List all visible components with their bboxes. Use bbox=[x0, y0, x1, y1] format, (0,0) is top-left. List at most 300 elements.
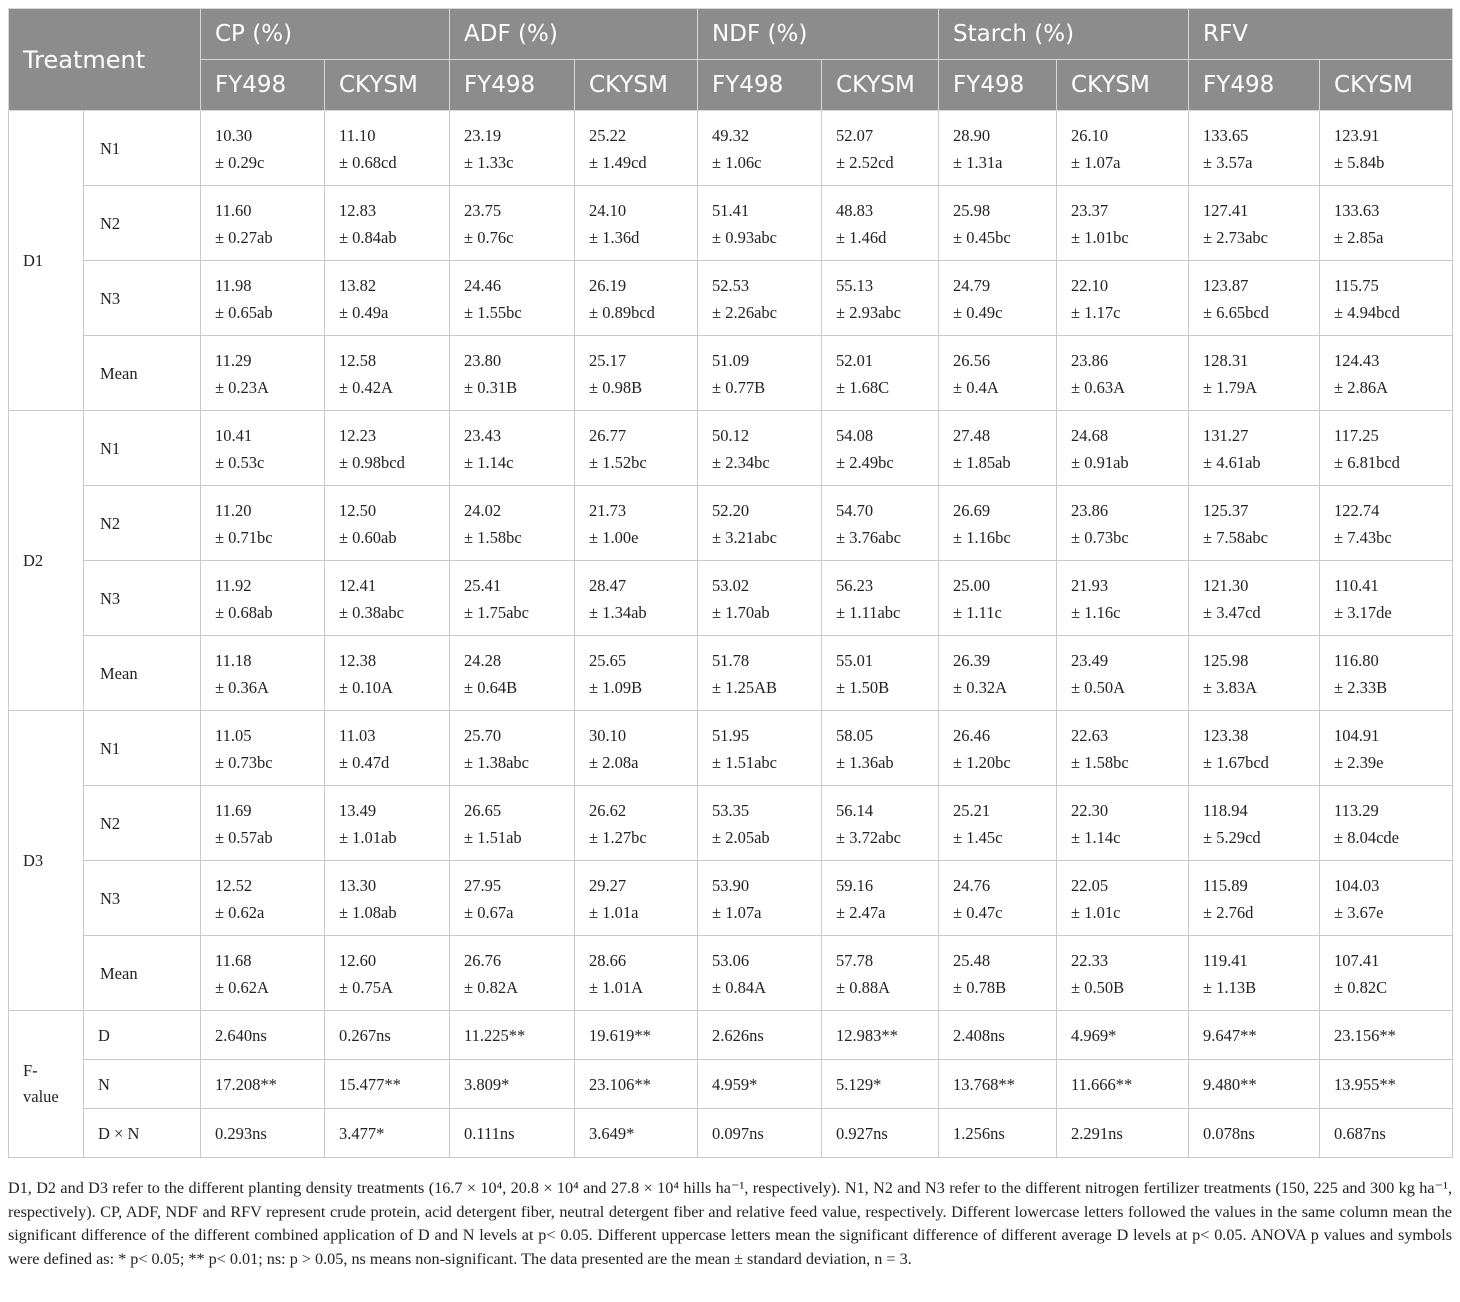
mean-value: 24.28 bbox=[464, 651, 502, 670]
value-cell bbox=[450, 861, 575, 936]
value-cell bbox=[939, 111, 1057, 186]
mean-value: 26.19 bbox=[589, 276, 627, 295]
f-value-row bbox=[9, 1109, 1453, 1158]
mean-value: 49.32 bbox=[712, 126, 750, 145]
sd-value: ± 0.4A bbox=[953, 378, 999, 397]
value-cell bbox=[939, 786, 1057, 861]
sd-value: ± 1.49cd bbox=[589, 153, 647, 172]
sd-value: ± 0.53c bbox=[215, 453, 265, 472]
mean-value: 23.43 bbox=[464, 426, 502, 445]
sd-value: ± 2.39e bbox=[1334, 753, 1384, 772]
sd-value: ± 0.42A bbox=[339, 378, 393, 397]
mean-value: 57.78 bbox=[836, 951, 874, 970]
mean-value: 56.14 bbox=[836, 801, 874, 820]
value-cell bbox=[325, 861, 450, 936]
value-cell bbox=[822, 786, 939, 861]
f-value-cell: 11.666** bbox=[1057, 1060, 1189, 1109]
mean-value: 30.10 bbox=[589, 726, 627, 745]
mean-value: 13.30 bbox=[339, 876, 377, 895]
sd-value: ± 1.11c bbox=[953, 603, 1002, 622]
sd-value: ± 3.67e bbox=[1334, 903, 1384, 922]
mean-value: 26.39 bbox=[953, 651, 991, 670]
mean-value: 53.35 bbox=[712, 801, 750, 820]
variety-header: FY498 bbox=[450, 60, 575, 111]
value-cell bbox=[1057, 861, 1189, 936]
sd-value: ± 0.84A bbox=[712, 978, 767, 997]
mean-value: 131.27 bbox=[1203, 426, 1249, 445]
mean-value: 22.30 bbox=[1071, 801, 1109, 820]
value-cell bbox=[325, 336, 450, 411]
value-cell bbox=[1189, 411, 1320, 486]
sd-value: ± 1.36d bbox=[589, 228, 640, 247]
value-cell bbox=[939, 486, 1057, 561]
sd-value: ± 0.82A bbox=[464, 978, 518, 997]
sd-value: ± 0.76c bbox=[464, 228, 514, 247]
mean-value: 23.49 bbox=[1071, 651, 1109, 670]
sd-value: ± 0.45bc bbox=[953, 228, 1011, 247]
sd-value: ± 1.85ab bbox=[953, 453, 1011, 472]
mean-value: 26.69 bbox=[953, 501, 991, 520]
density-label: D3 bbox=[9, 711, 84, 1011]
mean-value: 55.01 bbox=[836, 651, 874, 670]
sd-value: ± 1.13B bbox=[1203, 978, 1257, 997]
value-cell bbox=[575, 486, 698, 561]
f-value-cell: 0.078ns bbox=[1189, 1109, 1320, 1158]
sd-value: ± 1.51abc bbox=[712, 753, 777, 772]
sd-value: ± 1.17c bbox=[1071, 303, 1121, 322]
value-cell bbox=[450, 561, 575, 636]
value-cell bbox=[450, 711, 575, 786]
mean-value: 51.09 bbox=[712, 351, 750, 370]
value-cell bbox=[201, 486, 325, 561]
mean-value: 25.48 bbox=[953, 951, 991, 970]
value-cell bbox=[325, 486, 450, 561]
value-cell bbox=[1057, 486, 1189, 561]
value-cell bbox=[698, 411, 822, 486]
mean-value: 50.12 bbox=[712, 426, 750, 445]
nitrogen-label: Mean bbox=[84, 936, 201, 1011]
value-cell bbox=[201, 336, 325, 411]
value-cell bbox=[1320, 561, 1453, 636]
mean-value: 58.05 bbox=[836, 726, 874, 745]
value-cell bbox=[575, 636, 698, 711]
table-row bbox=[9, 861, 1453, 936]
mean-value: 26.10 bbox=[1071, 126, 1109, 145]
sd-value: ± 1.58bc bbox=[464, 528, 522, 547]
value-cell bbox=[1320, 486, 1453, 561]
sd-value: ± 2.49bc bbox=[836, 453, 894, 472]
mean-value: 26.46 bbox=[953, 726, 991, 745]
sd-value: ± 3.57a bbox=[1203, 153, 1253, 172]
value-cell bbox=[450, 636, 575, 711]
value-cell bbox=[201, 786, 325, 861]
sd-value: ± 0.23A bbox=[215, 378, 269, 397]
sd-value: ± 0.10A bbox=[339, 678, 393, 697]
f-value-cell: 23.156** bbox=[1320, 1011, 1453, 1060]
value-cell bbox=[1189, 711, 1320, 786]
mean-value: 26.56 bbox=[953, 351, 991, 370]
f-value-cell: 0.111ns bbox=[450, 1109, 575, 1158]
f-value-row bbox=[9, 1011, 1453, 1060]
value-cell bbox=[450, 411, 575, 486]
value-cell bbox=[201, 861, 325, 936]
value-cell bbox=[325, 711, 450, 786]
nitrogen-label: N1 bbox=[84, 711, 201, 786]
value-cell bbox=[698, 336, 822, 411]
sd-value: ± 1.67bcd bbox=[1203, 753, 1269, 772]
value-cell bbox=[939, 636, 1057, 711]
mean-value: 128.31 bbox=[1203, 351, 1249, 370]
mean-value: 107.41 bbox=[1334, 951, 1380, 970]
sd-value: ± 1.08ab bbox=[339, 903, 397, 922]
sd-value: ± 0.93abc bbox=[712, 228, 777, 247]
f-value-cell: 19.619** bbox=[575, 1011, 698, 1060]
f-value-cell: 3.477* bbox=[325, 1109, 450, 1158]
table-body bbox=[9, 111, 1453, 1011]
mean-value: 54.08 bbox=[836, 426, 874, 445]
mean-value: 52.20 bbox=[712, 501, 750, 520]
sd-value: ± 2.05ab bbox=[712, 828, 770, 847]
mean-value: 22.33 bbox=[1071, 951, 1109, 970]
f-value-label bbox=[9, 1011, 84, 1158]
mean-value: 26.76 bbox=[464, 951, 502, 970]
mean-value: 13.49 bbox=[339, 801, 377, 820]
value-cell bbox=[1189, 111, 1320, 186]
value-cell bbox=[450, 486, 575, 561]
mean-value: 12.38 bbox=[339, 651, 377, 670]
sd-value: ± 2.08a bbox=[589, 753, 639, 772]
mean-value: 117.25 bbox=[1334, 426, 1379, 445]
sd-value: ± 1.31a bbox=[953, 153, 1003, 172]
sd-value: ± 0.62A bbox=[215, 978, 269, 997]
f-value-cell: 0.267ns bbox=[325, 1011, 450, 1060]
nitrogen-label: N1 bbox=[84, 111, 201, 186]
mean-value: 51.78 bbox=[712, 651, 750, 670]
value-cell bbox=[939, 711, 1057, 786]
value-cell bbox=[1189, 486, 1320, 561]
mean-value: 28.66 bbox=[589, 951, 627, 970]
sd-value: ± 3.72abc bbox=[836, 828, 901, 847]
sd-value: ± 1.16c bbox=[1071, 603, 1121, 622]
f-value-cell: 15.477** bbox=[325, 1060, 450, 1109]
sd-value: ± 1.14c bbox=[464, 453, 514, 472]
variety-header: CKYSM bbox=[575, 60, 698, 111]
nitrogen-label: N2 bbox=[84, 186, 201, 261]
mean-value: 133.65 bbox=[1203, 126, 1249, 145]
sd-value: ± 0.32A bbox=[953, 678, 1008, 697]
f-value-cell: 1.256ns bbox=[939, 1109, 1057, 1158]
sd-value: ± 1.09B bbox=[589, 678, 643, 697]
value-cell bbox=[450, 261, 575, 336]
mean-value: 24.68 bbox=[1071, 426, 1109, 445]
sd-value: ± 1.46d bbox=[836, 228, 887, 247]
sd-value: ± 3.21abc bbox=[712, 528, 777, 547]
f-value-cell: 4.969* bbox=[1057, 1011, 1189, 1060]
value-cell bbox=[939, 936, 1057, 1011]
value-cell bbox=[201, 561, 325, 636]
value-cell bbox=[201, 936, 325, 1011]
mean-value: 10.41 bbox=[215, 426, 253, 445]
mean-value: 11.05 bbox=[215, 726, 252, 745]
value-cell bbox=[1189, 186, 1320, 261]
f-value-cell: 2.626ns bbox=[698, 1011, 822, 1060]
nitrogen-label: N2 bbox=[84, 486, 201, 561]
f-value-cell: 13.955** bbox=[1320, 1060, 1453, 1109]
value-cell bbox=[822, 411, 939, 486]
sd-value: ± 1.06c bbox=[712, 153, 762, 172]
f-value-cell: 9.647** bbox=[1189, 1011, 1320, 1060]
sd-value: ± 0.98bcd bbox=[339, 453, 405, 472]
mean-value: 24.10 bbox=[589, 201, 627, 220]
sd-value: ± 5.29cd bbox=[1203, 828, 1261, 847]
nitrogen-label: Mean bbox=[84, 636, 201, 711]
value-cell bbox=[201, 711, 325, 786]
sd-value: ± 7.58abc bbox=[1203, 528, 1268, 547]
sd-value: ± 1.14c bbox=[1071, 828, 1121, 847]
table-row bbox=[9, 186, 1453, 261]
mean-value: 52.53 bbox=[712, 276, 750, 295]
mean-value: 124.43 bbox=[1334, 351, 1380, 370]
mean-value: 24.46 bbox=[464, 276, 502, 295]
mean-value: 23.75 bbox=[464, 201, 502, 220]
mean-value: 23.19 bbox=[464, 126, 502, 145]
sd-value: ± 1.58bc bbox=[1071, 753, 1129, 772]
value-cell bbox=[201, 411, 325, 486]
sd-value: ± 1.52bc bbox=[589, 453, 647, 472]
sd-value: ± 1.36ab bbox=[836, 753, 894, 772]
value-cell bbox=[698, 111, 822, 186]
nitrogen-label: N3 bbox=[84, 861, 201, 936]
group-header-cp: CP (%) bbox=[201, 9, 450, 60]
sd-value: ± 0.57ab bbox=[215, 828, 273, 847]
sd-value: ± 0.49a bbox=[339, 303, 389, 322]
sd-value: ± 1.11abc bbox=[836, 603, 901, 622]
value-cell bbox=[1320, 786, 1453, 861]
mean-value: 10.30 bbox=[215, 126, 253, 145]
f-value-section bbox=[9, 1011, 1453, 1158]
value-cell bbox=[325, 111, 450, 186]
mean-value: 52.01 bbox=[836, 351, 874, 370]
value-cell bbox=[1189, 636, 1320, 711]
mean-value: 118.94 bbox=[1203, 801, 1248, 820]
sd-value: ± 1.01A bbox=[589, 978, 643, 997]
mean-value: 27.95 bbox=[464, 876, 502, 895]
sd-value: ± 1.20bc bbox=[953, 753, 1011, 772]
sd-value: ± 6.65bcd bbox=[1203, 303, 1269, 322]
value-cell bbox=[1057, 711, 1189, 786]
variety-header: CKYSM bbox=[1057, 60, 1189, 111]
mean-value: 104.91 bbox=[1334, 726, 1380, 745]
value-cell bbox=[939, 336, 1057, 411]
value-cell bbox=[822, 261, 939, 336]
value-cell bbox=[1189, 261, 1320, 336]
value-cell bbox=[822, 336, 939, 411]
mean-value: 104.03 bbox=[1334, 876, 1380, 895]
sd-value: ± 7.43bc bbox=[1334, 528, 1392, 547]
mean-value: 115.89 bbox=[1203, 876, 1248, 895]
value-cell bbox=[1320, 636, 1453, 711]
value-cell bbox=[575, 861, 698, 936]
value-cell bbox=[698, 861, 822, 936]
mean-value: 11.29 bbox=[215, 351, 252, 370]
variety-header: FY498 bbox=[698, 60, 822, 111]
mean-value: 25.00 bbox=[953, 576, 991, 595]
value-cell bbox=[822, 861, 939, 936]
f-value-cell: 2.640ns bbox=[201, 1011, 325, 1060]
mean-value: 11.10 bbox=[339, 126, 376, 145]
sd-value: ± 0.50B bbox=[1071, 978, 1125, 997]
f-value-cell: 11.225** bbox=[450, 1011, 575, 1060]
mean-value: 22.05 bbox=[1071, 876, 1109, 895]
sd-value: ± 1.75abc bbox=[464, 603, 529, 622]
mean-value: 11.98 bbox=[215, 276, 252, 295]
sd-value: ± 2.93abc bbox=[836, 303, 901, 322]
value-cell bbox=[201, 636, 325, 711]
value-cell bbox=[698, 936, 822, 1011]
mean-value: 21.93 bbox=[1071, 576, 1109, 595]
mean-value: 51.41 bbox=[712, 201, 750, 220]
sd-value: ± 2.47a bbox=[836, 903, 886, 922]
value-cell bbox=[822, 561, 939, 636]
mean-value: 11.60 bbox=[215, 201, 252, 220]
mean-value: 53.02 bbox=[712, 576, 750, 595]
sd-value: ± 0.65ab bbox=[215, 303, 273, 322]
mean-value: 127.41 bbox=[1203, 201, 1249, 220]
mean-value: 113.29 bbox=[1334, 801, 1379, 820]
mean-value: 119.41 bbox=[1203, 951, 1248, 970]
value-cell bbox=[939, 411, 1057, 486]
mean-value: 48.83 bbox=[836, 201, 874, 220]
value-cell bbox=[1320, 261, 1453, 336]
mean-value: 116.80 bbox=[1334, 651, 1379, 670]
mean-value: 25.98 bbox=[953, 201, 991, 220]
mean-value: 59.16 bbox=[836, 876, 874, 895]
sd-value: ± 1.34ab bbox=[589, 603, 647, 622]
mean-value: 12.60 bbox=[339, 951, 377, 970]
footnote-text: D1, D2 and D3 refer to the different planting density treatments (16.7 × 10⁴, 20.8 × 10⁴ and 27.8 × 10⁴ hills ha⁻¹, respectively). N1, N2 and N3 refer to the different nitrogen fertilizer treatments (150, 225 and 300 kg ha⁻¹, respectively). CP, ADF, NDF and RFV represent crude protein, acid detergent fiber, neutral detergent fiber and relative feed value, respectively. Different lowercase letters followed the values in the same column mean the significant difference of the different combined application of D and N levels at p< 0.05. Different uppercase letters mean the significant difference of different average D levels at p< 0.05. ANOVA p values and symbols were defined as: * p< 0.05; ** p< 0.01; ns: p > 0.05, ns means non-significant. The data presented are the mean ± standard deviation, n = 3. bbox=[8, 1179, 1452, 1268]
value-cell bbox=[1320, 336, 1453, 411]
f-value-cell: 9.480** bbox=[1189, 1060, 1320, 1109]
mean-value: 22.10 bbox=[1071, 276, 1109, 295]
table-row bbox=[9, 336, 1453, 411]
mean-value: 23.37 bbox=[1071, 201, 1109, 220]
sd-value: ± 0.36A bbox=[215, 678, 269, 697]
sd-value: ± 1.70ab bbox=[712, 603, 770, 622]
value-cell bbox=[575, 336, 698, 411]
value-cell bbox=[575, 711, 698, 786]
f-value-cell: 0.097ns bbox=[698, 1109, 822, 1158]
value-cell bbox=[1057, 786, 1189, 861]
f-value-cell: 5.129* bbox=[822, 1060, 939, 1109]
mean-value: 123.87 bbox=[1203, 276, 1249, 295]
variety-header: CKYSM bbox=[1320, 60, 1453, 111]
sd-value: ± 4.61ab bbox=[1203, 453, 1261, 472]
sd-value: ± 0.73bc bbox=[1071, 528, 1129, 547]
f-value-cell: 3.809* bbox=[450, 1060, 575, 1109]
sd-value: ± 0.64B bbox=[464, 678, 518, 697]
value-cell bbox=[1320, 411, 1453, 486]
value-cell bbox=[1189, 336, 1320, 411]
f-value-cell: 3.649* bbox=[575, 1109, 698, 1158]
value-cell bbox=[1189, 561, 1320, 636]
sd-value: ± 1.07a bbox=[1071, 153, 1121, 172]
f-value-cell: 0.293ns bbox=[201, 1109, 325, 1158]
f-value-cell: 0.927ns bbox=[822, 1109, 939, 1158]
f-value-cell: 0.687ns bbox=[1320, 1109, 1453, 1158]
f-value-cell: 2.408ns bbox=[939, 1011, 1057, 1060]
mean-value: 110.41 bbox=[1334, 576, 1379, 595]
value-cell bbox=[575, 411, 698, 486]
mean-value: 56.23 bbox=[836, 576, 874, 595]
value-cell bbox=[1057, 411, 1189, 486]
sd-value: ± 1.79A bbox=[1203, 378, 1258, 397]
nitrogen-label: N3 bbox=[84, 261, 201, 336]
sd-value: ± 1.00e bbox=[589, 528, 639, 547]
sd-value: ± 0.68ab bbox=[215, 603, 273, 622]
mean-value: 23.86 bbox=[1071, 351, 1109, 370]
f-value-cell: 23.106** bbox=[575, 1060, 698, 1109]
value-cell bbox=[1057, 561, 1189, 636]
mean-value: 12.52 bbox=[215, 876, 253, 895]
mean-value: 25.22 bbox=[589, 126, 627, 145]
mean-value: 25.70 bbox=[464, 726, 502, 745]
value-cell bbox=[822, 711, 939, 786]
nitrogen-label: N3 bbox=[84, 561, 201, 636]
value-cell bbox=[822, 936, 939, 1011]
sd-value: ± 1.01bc bbox=[1071, 228, 1129, 247]
sd-value: ± 3.76abc bbox=[836, 528, 901, 547]
nitrogen-label: N1 bbox=[84, 411, 201, 486]
value-cell bbox=[450, 336, 575, 411]
mean-value: 123.91 bbox=[1334, 126, 1380, 145]
mean-value: 125.37 bbox=[1203, 501, 1249, 520]
value-cell bbox=[325, 936, 450, 1011]
sd-value: ± 2.76d bbox=[1203, 903, 1254, 922]
value-cell bbox=[1320, 111, 1453, 186]
mean-value: 24.76 bbox=[953, 876, 991, 895]
sd-value: ± 2.33B bbox=[1334, 678, 1388, 697]
table-row bbox=[9, 711, 1453, 786]
sd-value: ± 1.01ab bbox=[339, 828, 397, 847]
sd-value: ± 3.17de bbox=[1334, 603, 1392, 622]
sd-value: ± 0.50A bbox=[1071, 678, 1126, 697]
mean-value: 24.79 bbox=[953, 276, 991, 295]
sd-value: ± 0.38abc bbox=[339, 603, 404, 622]
mean-value: 12.83 bbox=[339, 201, 377, 220]
sd-value: ± 1.01c bbox=[1071, 903, 1121, 922]
f-value-row bbox=[9, 1060, 1453, 1109]
value-cell bbox=[201, 186, 325, 261]
table-row bbox=[9, 486, 1453, 561]
value-cell bbox=[698, 636, 822, 711]
mean-value: 11.18 bbox=[215, 651, 252, 670]
sd-value: ± 2.73abc bbox=[1203, 228, 1268, 247]
mean-value: 26.77 bbox=[589, 426, 627, 445]
mean-value: 12.23 bbox=[339, 426, 377, 445]
value-cell bbox=[450, 111, 575, 186]
mean-value: 26.62 bbox=[589, 801, 627, 820]
f-value-cell: 4.959* bbox=[698, 1060, 822, 1109]
mean-value: 115.75 bbox=[1334, 276, 1379, 295]
table-row bbox=[9, 261, 1453, 336]
value-cell bbox=[822, 486, 939, 561]
sd-value: ± 0.98B bbox=[589, 378, 643, 397]
sd-value: ± 1.07a bbox=[712, 903, 762, 922]
sd-value: ± 3.83A bbox=[1203, 678, 1258, 697]
group-header-starch: Starch (%) bbox=[939, 9, 1189, 60]
table-row bbox=[9, 111, 1453, 186]
sd-value: ± 2.52cd bbox=[836, 153, 894, 172]
